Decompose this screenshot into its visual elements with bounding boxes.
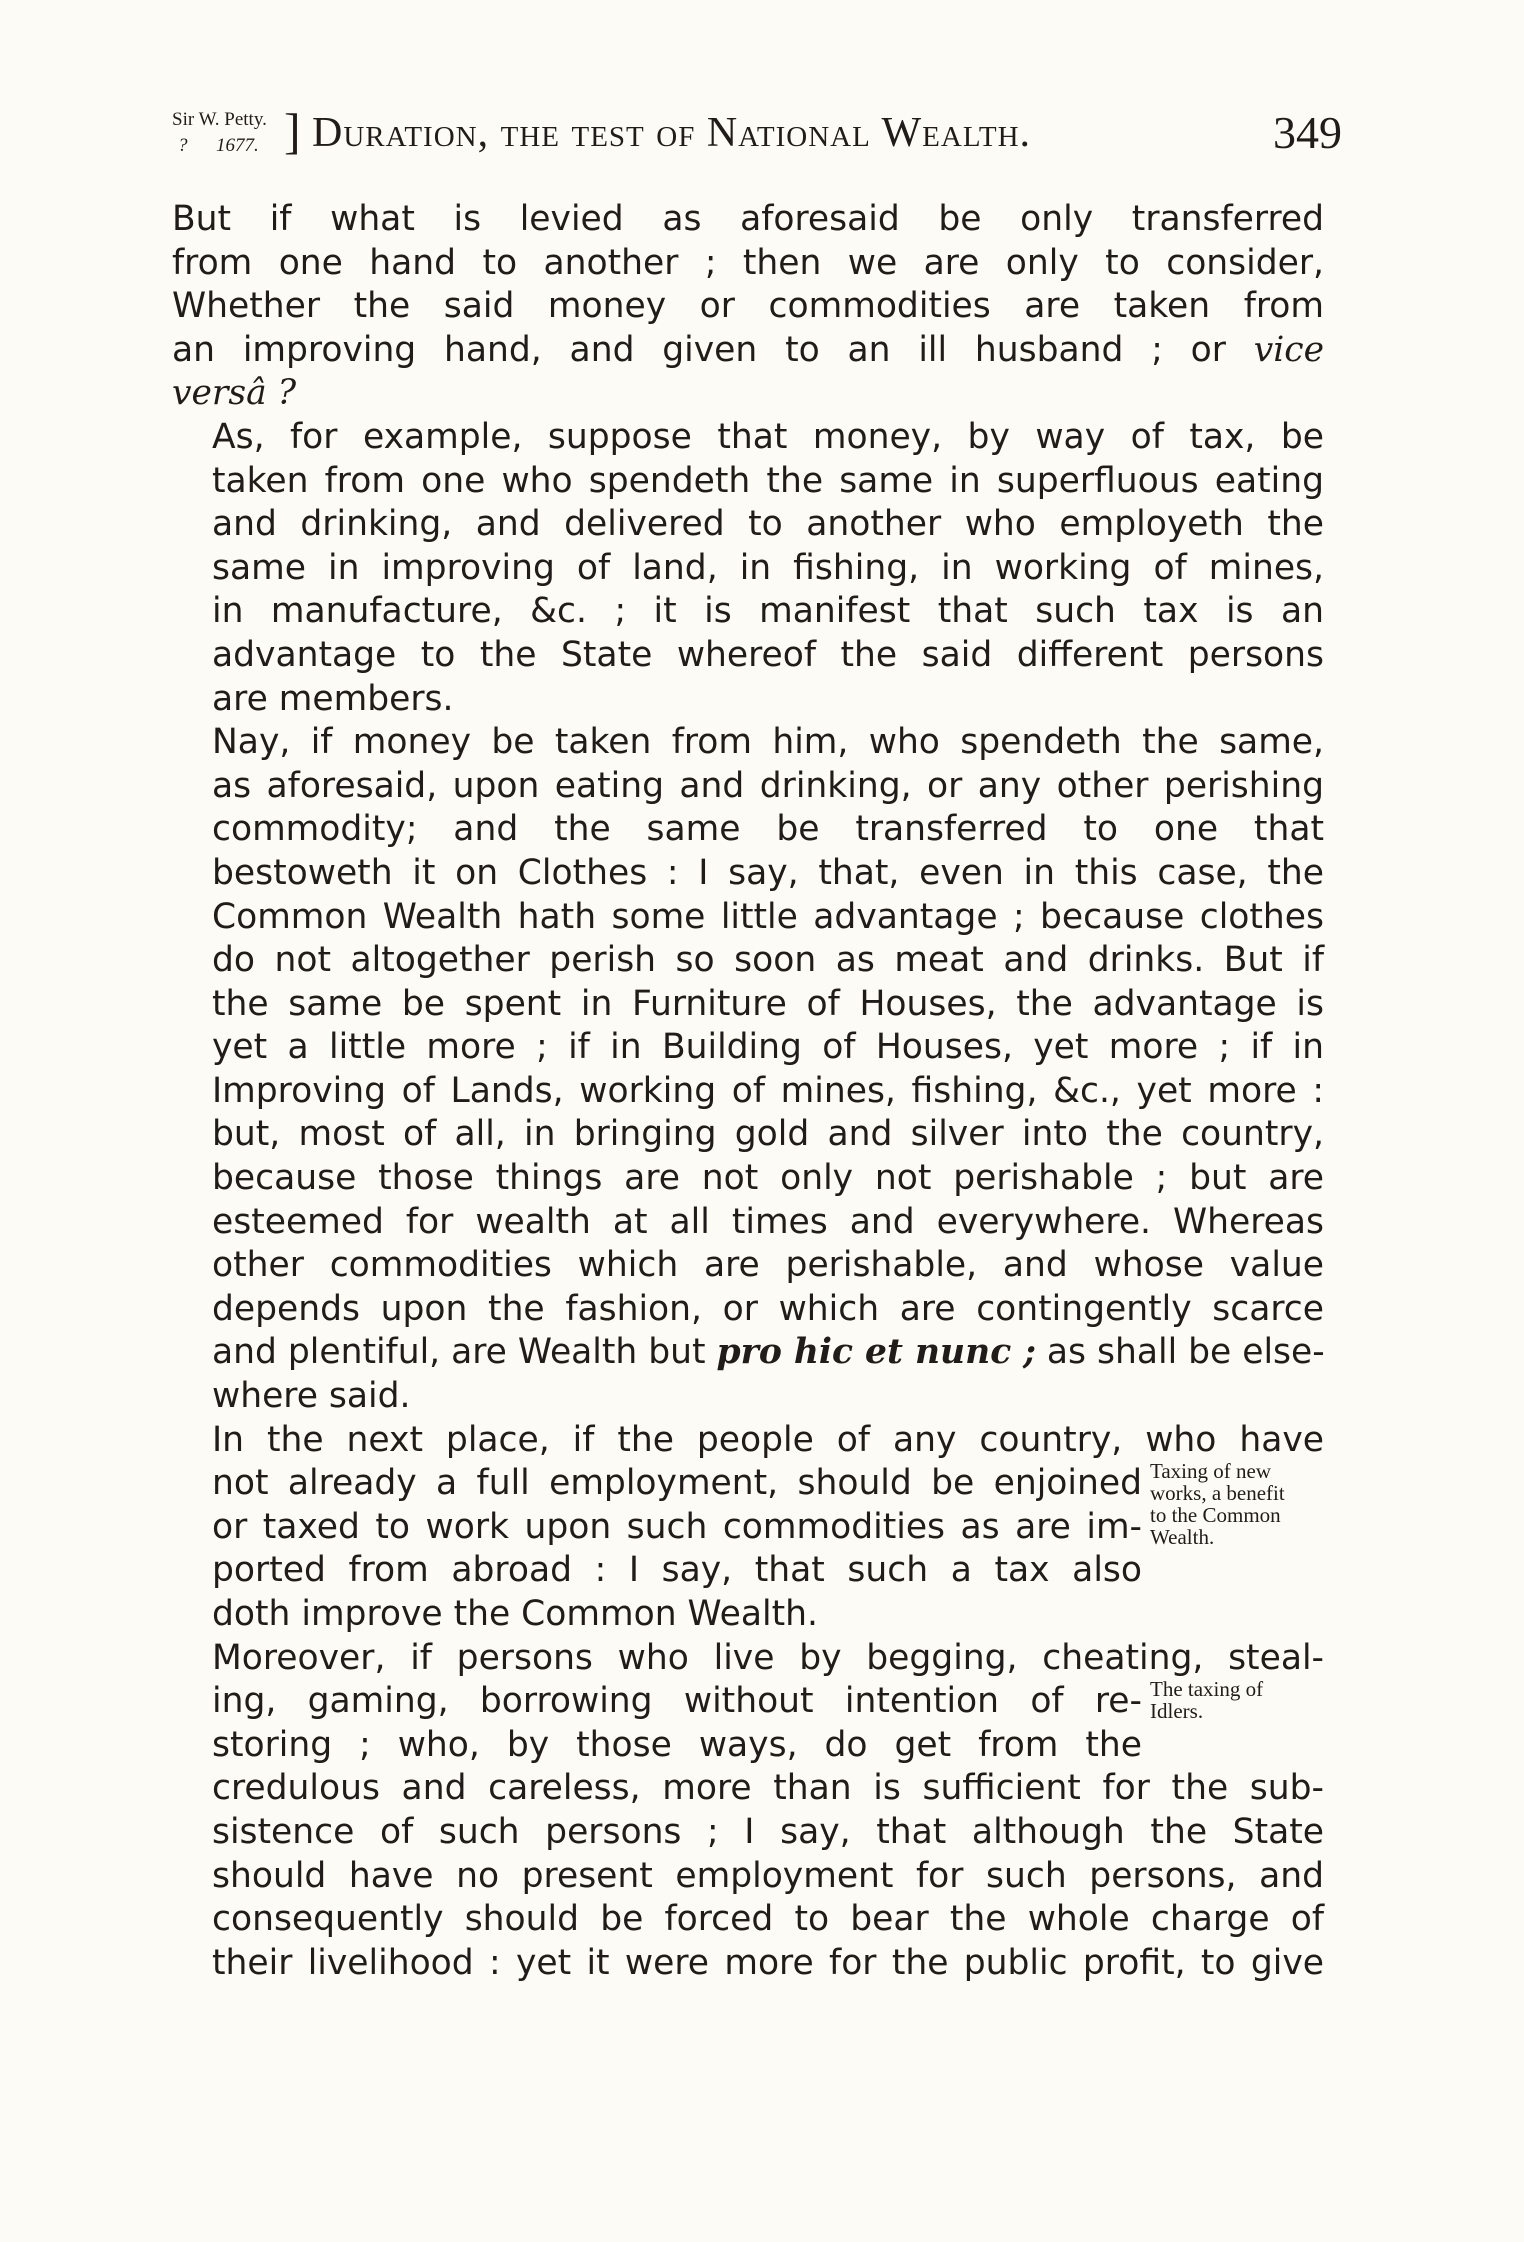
marginal-note-line: works, a benefit (1150, 1481, 1285, 1505)
marginal-note-line: Idlers. (1150, 1699, 1204, 1723)
text-line: doth improve the Common Wealth. (212, 1594, 818, 1634)
text-line: commodity; and the same be transferred to one that (212, 809, 1324, 850)
marginal-note-line: to the Common (1150, 1503, 1281, 1527)
text-line: an improving hand, and given to an ill husband ; or vice (172, 329, 1324, 370)
text-line: do not altogether perish so soon as meat and drinks. But if (212, 940, 1324, 981)
running-title: Duration, the test of National Wealth. (312, 110, 1032, 156)
text-line: storing ; who, by those ways, do get from the (212, 1724, 1142, 1765)
text-line: in manufacture, &c. ; it is manifest that such tax is an (212, 591, 1324, 632)
text-line: ing, gaming, borrowing without intention of re- (212, 1681, 1142, 1722)
text-line: their livelihood : yet it were more for the public profit, to give (212, 1942, 1324, 1983)
text-line: but, most of all, in bringing gold and silver into the country, (212, 1114, 1324, 1155)
text-line: other commodities which are perishable, and whose value (212, 1245, 1324, 1286)
paragraph (172, 721, 1324, 1419)
text-line: or taxed to work upon such commodities as are im- (212, 1506, 1142, 1547)
italic-phrase: pro hic et nunc ; (716, 1332, 1036, 1373)
paragraph (172, 198, 1324, 416)
marginal-note-taxing-new-works (1150, 1460, 1350, 1548)
paragraph (172, 416, 1324, 721)
text-line: taken from one who spendeth the same in superfluous eating (212, 460, 1324, 501)
text-line: advantage to the State whereof the said different persons (212, 634, 1324, 675)
italic-phrase: vice (1253, 329, 1324, 370)
text-line: Whether the said money or commodities are taken from (172, 286, 1324, 327)
author-date-note (172, 110, 290, 162)
marginal-note-line: The taxing of (1150, 1677, 1264, 1701)
text-line: As, for example, suppose that money, by way of tax, be (212, 416, 1324, 457)
text-line: where said. (212, 1376, 411, 1417)
text-line: the same be spent in Furniture of Houses, the advantage is (212, 983, 1324, 1024)
running-head (172, 103, 1342, 164)
marginal-note-line: Taxing of new (1150, 1459, 1271, 1483)
text-line: not already a full employment, should be enjoined (212, 1463, 1142, 1504)
marginal-note-line: Wealth. (1150, 1525, 1215, 1549)
text-line: as aforesaid, upon eating and drinking, or any other perishing (212, 765, 1324, 806)
text-line: yet a little more ; if in Building of Houses, yet more ; if in (212, 1027, 1324, 1068)
text-line: Common Wealth hath some little advantage ; because clothes (212, 896, 1324, 937)
page-number: 349 (1273, 107, 1342, 158)
text-line: sistence of such persons ; I say, that although the State (212, 1811, 1324, 1852)
text-line: consequently should be forced to bear the whole charge of (212, 1899, 1324, 1940)
query-mark: ? (178, 135, 188, 156)
text-line: versâ ? (172, 373, 297, 414)
text-line: are members. (212, 678, 454, 719)
text-line: from one hand to another ; then we are only to consider, (172, 242, 1324, 283)
text-line: esteemed for wealth at all times and everywhere. Whereas (212, 1201, 1324, 1242)
text-line: Improving of Lands, working of mines, fishing, &c., yet more : (212, 1070, 1324, 1111)
text-line: credulous and careless, more than is sufficient for the sub- (212, 1768, 1324, 1809)
text-line: should have no present employment for such persons, and (212, 1855, 1324, 1896)
text-line: Nay, if money be taken from him, who spendeth the same, (212, 722, 1324, 763)
text-line: In the next place, if the people of any country, who have (212, 1419, 1324, 1460)
text-line: ported from abroad : I say, that such a tax also (212, 1550, 1142, 1591)
author-name: Sir W. Petty. (172, 109, 267, 130)
text-line: Moreover, if persons who live by begging, cheating, steal- (212, 1637, 1324, 1678)
text-line: because those things are not only not perishable ; but are (212, 1158, 1324, 1199)
bracket-glyph: ] (284, 103, 301, 159)
text-line: bestoweth it on Clothes : I say, that, even in this case, the (212, 852, 1324, 893)
text-line: and plentiful, are Wealth but pro hic et nunc ; as shall be else- (212, 1332, 1325, 1373)
text-line: depends upon the fashion, or which are contingently scarce (212, 1288, 1324, 1329)
marginal-note-taxing-idlers (1150, 1678, 1350, 1722)
text-line: But if what is levied as aforesaid be only transferred (172, 199, 1324, 239)
text-line: and drinking, and delivered to another who employeth the (212, 504, 1324, 545)
text-line: same in improving of land, in fishing, in working of mines, (212, 547, 1324, 588)
publication-year: 1677. (216, 135, 259, 156)
